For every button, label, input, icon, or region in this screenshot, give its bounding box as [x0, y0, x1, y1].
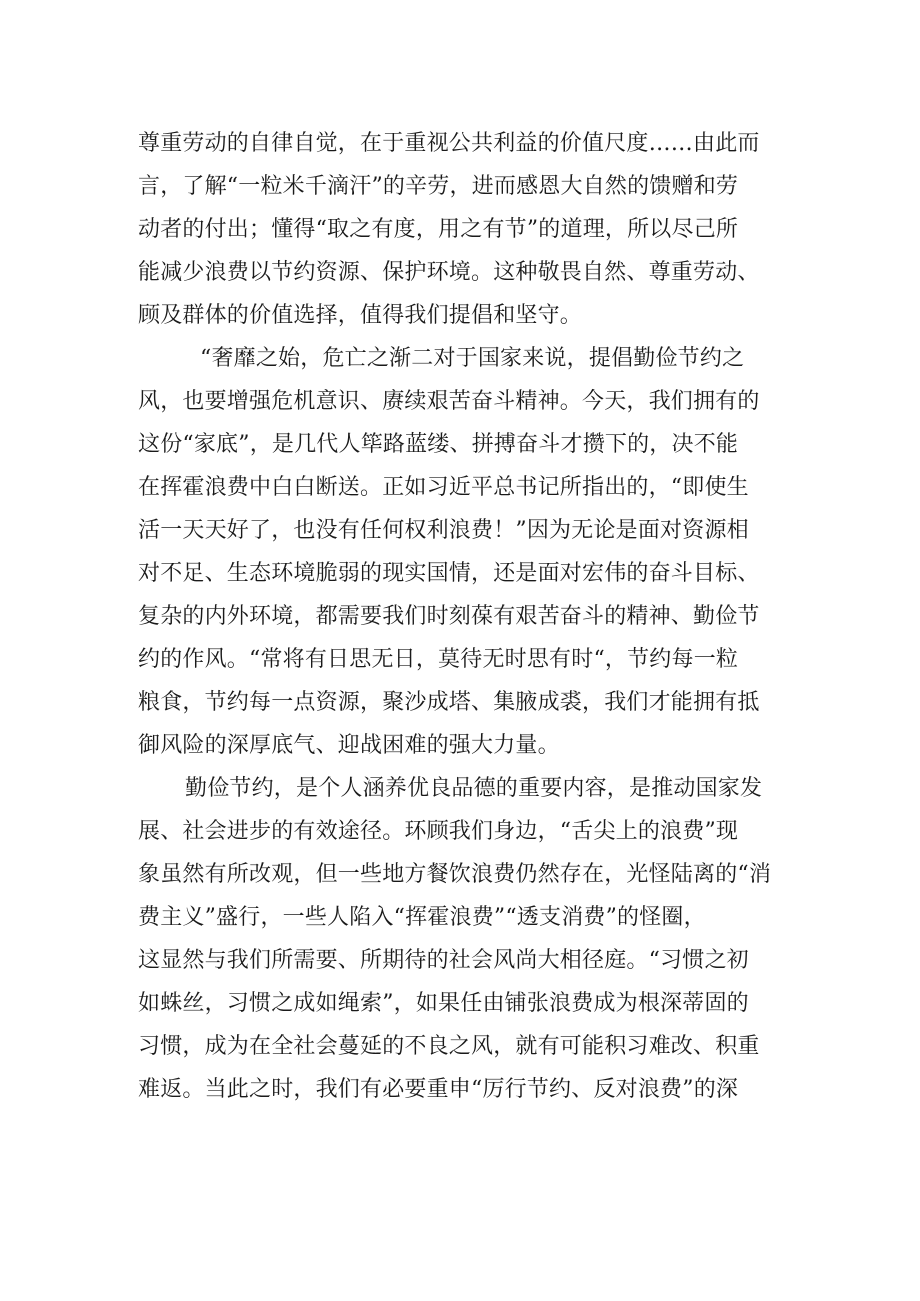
text-line: 费主义”盛行，一些人陷入“挥霍浪费”“透支消费”的怪圈， — [138, 905, 706, 930]
text-line: 言，了解“一粒米千滴汗”的辛劳，进而感恩大自然的馈赠和劳 — [138, 174, 739, 199]
text-line: 御风险的深厚底气、迎战困难的强大力量。 — [138, 733, 560, 758]
text-line: 动者的付出；懂得“取之有度，用之有节”的道理，所以尽己所 — [138, 217, 739, 242]
text-line: 粮食，节约每一点资源，聚沙成塔、集腋成裘，我们才能拥有抵 — [138, 690, 760, 715]
paragraph-start-line: 勤俭节约，是个人涵养优良品德的重要内容，是推动国家发 — [185, 776, 763, 801]
text-line: 复杂的内外环境，都需要我们时刻葆有艰苦奋斗的精神、勤俭节 — [138, 604, 760, 629]
text-line: 展、社会进步的有效途径。环顾我们身边，“舌尖上的浪费”现 — [138, 819, 739, 844]
text-line: 象虽然有所改观，但一些地方餐饮浪费仍然存在，光怪陆离的“消 — [138, 862, 772, 887]
text-line: 这显然与我们所需要、所期待的社会风尚大相径庭。“习惯之初 — [138, 948, 749, 973]
text-line: 尊重劳动的自律自觉，在于重视公共利益的价值尺度……由此而 — [138, 131, 760, 156]
text-line: 难返。当此之时，我们有必要重申“厉行节约、反对浪费”的深 — [138, 1077, 739, 1102]
text-line: 约的作风。“常将有日思无日，莫待无时思有时“，节约每一粒 — [138, 647, 739, 672]
text-line: 顾及群体的价值选择，值得我们提倡和坚守。 — [138, 303, 583, 328]
text-line: 能减少浪费以节约资源、保护环境。这种敬畏自然、尊重劳动、 — [138, 260, 760, 285]
text-line: 在挥霍浪费中白白断送。正如习近平总书记所指出的，“即使生 — [138, 475, 749, 500]
paragraph-start-line: “奢靡之始，危亡之渐二对于国家来说，提倡勤俭节约之 — [200, 346, 745, 371]
text-line: 习惯，成为在全社会蔓延的不良之风，就有可能积习难改、积重 — [138, 1034, 760, 1059]
text-line: 活一天天好了，也没有任何权利浪费！”因为无论是面对资源相 — [138, 518, 749, 543]
text-line: 对不足、生态环境脆弱的现实国情，还是面对宏伟的奋斗目标、 — [138, 561, 760, 586]
text-line: 如蛛丝，习惯之成如绳索”，如果任由铺张浪费成为根深蒂固的 — [138, 991, 749, 1016]
text-line: 风，也要增强危机意识、赓续艰苦奋斗精神。今天，我们拥有的 — [138, 389, 760, 414]
text-line: 这份“家底”，是几代人筚路蓝缕、拼搏奋斗才攒下的，决不能 — [138, 432, 739, 457]
